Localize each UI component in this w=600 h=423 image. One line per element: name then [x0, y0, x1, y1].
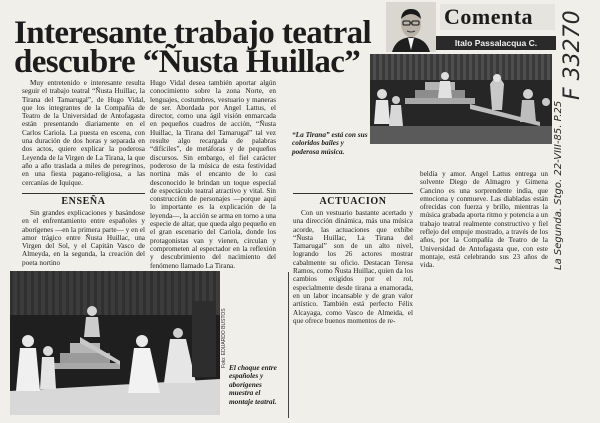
photo-credit: Foto: EDUARDO BUSTOS — [221, 308, 227, 368]
subhead-actuacion: ACTUACION — [293, 193, 413, 207]
stage-photo-la-tirana — [370, 54, 552, 144]
body-actuacion: Con un vestuario bastante acertado y una dirección dinámica, más una música acorde, las actuaciones que exhibe “Ñusta Huillac, La Tirana del Tamarugal” son de un alto nivel, logrando los 26 actores mostrar cabalmente su oficio. Destacan Teresa Ramos, como Ñusta Huillac, quien da los cambios exigidos por el rol, especialmente desde tirana a enamorada, en un labor incansable y de gran valor artístico. También está perfecto Félix Alcayaga, como Vasco de Almeida, el que ofrece buenos momentos de re- — [293, 209, 413, 325]
headline-line-1: Interesante trabajo teatral — [14, 15, 372, 51]
author-portrait — [386, 2, 436, 52]
author-portrait-drawing — [386, 2, 436, 52]
body-column-4: beldía y amor. Angel Lattus entrega un solvente Diego de Almagro y Gimena Cancino es una sorprendente india, que emociona y conmueve. Las diabladas están ofrecidas con fuerza y brillo, mientras la música grabada aporta ritmo y potencia a un trabajo teatral realmente constructivo y fiel reflejo del empuje mostrado, a través de los años, por la Compañía de Teatro de la Universidad de Antofagasta que, con este montaje, está celebrando sus 23 años de vida. — [420, 170, 548, 270]
stage-photo-drawing — [370, 54, 552, 144]
archive-number-annotation: F 33270 — [560, 10, 585, 100]
subhead-ensena: ENSEÑA — [22, 193, 145, 207]
headline-line-2: descubre “Ñusta Huillac” — [14, 44, 361, 80]
column-rule — [288, 272, 289, 418]
caption-choque: El choque entre españoles y aborígenes muestra el montaje teatral. — [229, 363, 277, 406]
section-tag: Comenta — [444, 4, 534, 29]
handwritten-source-annotation: La Segunda. Stgo. 22-VIII-85. P.25 — [553, 100, 564, 270]
author-byline: Italo Passalacqua C. — [436, 36, 556, 50]
lead-paragraph: Muy entretenido e interesante resulta seguir el trabajo teatral “Ñusta Huillac, la Tirana del Tamarugal”, de Hugo Vidal, que los integrantes de la Compañía de Teatro de la Universidad de Antofagasta están presentando diariamente en el Carlos Cariola. La puesta en escena, con una duración de dos horas y separada en dos actos, quiere explicar la poderosa Leyenda de la Virgen de La Tirana, la que año a año traslada a miles de peregrinos, en una fiesta pagano-religiosa, a las cercanías de Iquique. — [22, 79, 145, 187]
caption-la-tirana: “La Tirana” está con sus coloridos bailes y poderosa música. — [292, 130, 368, 156]
section-header — [440, 4, 555, 30]
body-continuation — [293, 168, 413, 188]
body-column-2: Hugo Vidal desea también aportar algún conocimiento sobre la zona Norte, en lenguajes, costumbres, vestuario y maneras de ser. Abordada por Angel Lattus, el director, como una ágil visión enmarcada en pequeños cuadros de acción, “Ñusta Huillac, la Tirana del Tamarugal” tal vez resulte algo recargada de palabras “difíciles”, de metáforas y de pequeños discursos. Sin embargo, el fiel carácter poderoso de la música de esta festividad nortina más el encanto de lo casi desconocido le brindan un toque especial de espectáculo teatral atractivo y vital. Sin construcción de personajes —porque aquí lo importante es la explicación de la leyenda—, la acción se arma en torno a una especie de altar, que queda algo pequeño en el gran escenario del Cariola, donde los protagonistas van y vienen, circulan y comprometen al espectador en la reflexión y descubrimiento del nacimiento del fenómeno llamado La Tirana. — [150, 79, 276, 269]
stage-photo-choque-drawing — [10, 271, 220, 415]
stage-photo-choque — [10, 271, 220, 415]
body-ensena: Sin grandes explicaciones y basándose en el enfrentamiento entre españoles y aborígenes —en la primera parte— y en el amor trágico entre Ñusta Huillac, una Virgen del Sol, y el Capitán Vasco de Almeyda, en la segunda, la creación del poeta nortino — [22, 209, 145, 267]
